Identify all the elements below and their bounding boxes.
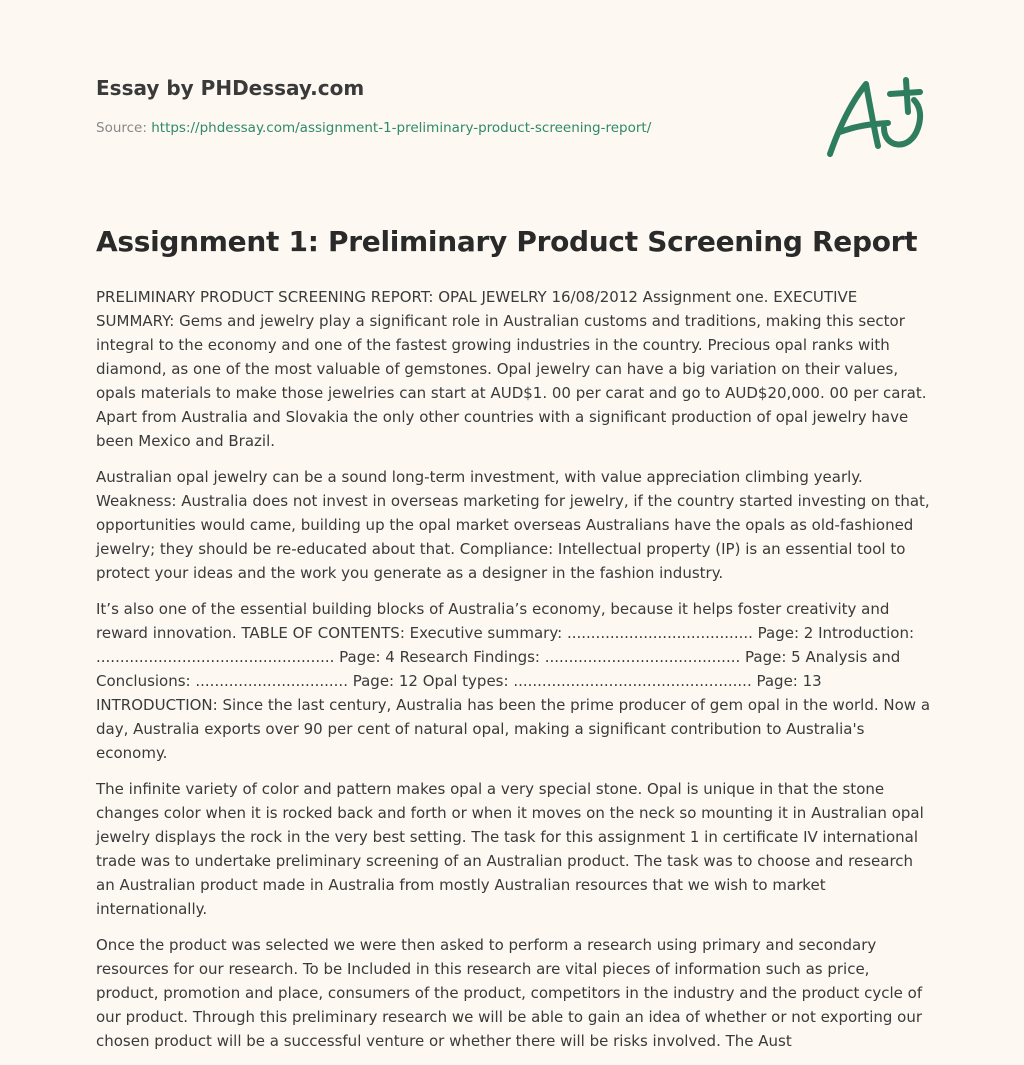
paragraph: It’s also one of the essential building blocks of Australia’s economy, because it helps foster creativity and reward innovation. TABLE OF CONTENTS: Executive summary: ....................................... Page: 2 Introduction: .................................................. Page: 4 Research Findings: ......................................... Page: 5 Analysis and Conclusions: ................................ Page: 12 Opal types: .................................................. Page: 13 INTRODUCTION: Since the last century, Australia has been the prime producer of gem opal in the world. Now a day, Australia exports over 90 per cent of natural opal, making a significant contribution to Australia's economy. <box>96 600 931 762</box>
source-line <box>96 120 651 136</box>
paragraph: PRELIMINARY PRODUCT SCREENING REPORT: OPAL JEWELRY 16/08/2012 Assignment one. EXECUTIVE SUMMARY: Gems and jewelry play a significant role in Australian customs and traditions, making this sector integral to the economy and one of the fastest growing industries in the country. Precious opal ranks with diamond, as one of the most valuable of gemstones. Opal jewelry can have a big variation on their values, opals materials to make those jewelries can start at AUD$1. 00 per carat and go to AUD$20,000. 00 per carat. Apart from Australia and Slovakia the only other countries with a significant production of opal jewelry have been Mexico and Brazil. <box>96 288 927 450</box>
site-header <box>96 76 651 136</box>
paragraph: Once the product was selected we were then asked to perform a research using primary and secondary resources for our research. To be Included in this research are vital pieces of information such as price, product, promotion and place, consumers of the product, competitors in the industry and the product cycle of our product. Through this preliminary research we will be able to gain an idea of whether or not exporting our chosen product will be a successful venture or whether there will be risks involved. The Aust <box>96 936 923 1050</box>
paragraph: The infinite variety of color and pattern makes opal a very special stone. Opal is unique in that the stone changes color when it is rocked back and forth or when it moves on the neck so mounting it in Australian opal jewelry displays the rock in the very best setting. The task for this assignment 1 in certificate IV international trade was to undertake preliminary screening of an Australian product. The task was to choose and research an Australian product made in Australia from mostly Australian resources that we wish to market internationally. <box>96 780 924 918</box>
paragraph: Australian opal jewelry can be a sound long-term investment, with value appreciation climbing yearly. Weakness: Australia does not invest in overseas marketing for jewelry, if the country started investing on that, opportunities would came, building up the opal market overseas Australians have the opals as old-fashioned jewelry; they should be re-educated about that. Compliance: Intellectual property (IP) is an essential tool to protect your ideas and the work you generate as a designer in the fashion industry. <box>96 468 930 582</box>
essay-body <box>96 285 932 1065</box>
source-label: Source: <box>96 120 152 136</box>
source-link[interactable]: https://phdessay.com/assignment-1-preliminary-product-screening-report/ <box>151 120 652 136</box>
page-title: Assignment 1: Preliminary Product Screening Report <box>96 225 918 258</box>
a-plus-logo-icon <box>818 66 938 166</box>
site-brand: Essay by PHDessay.com <box>96 76 365 100</box>
